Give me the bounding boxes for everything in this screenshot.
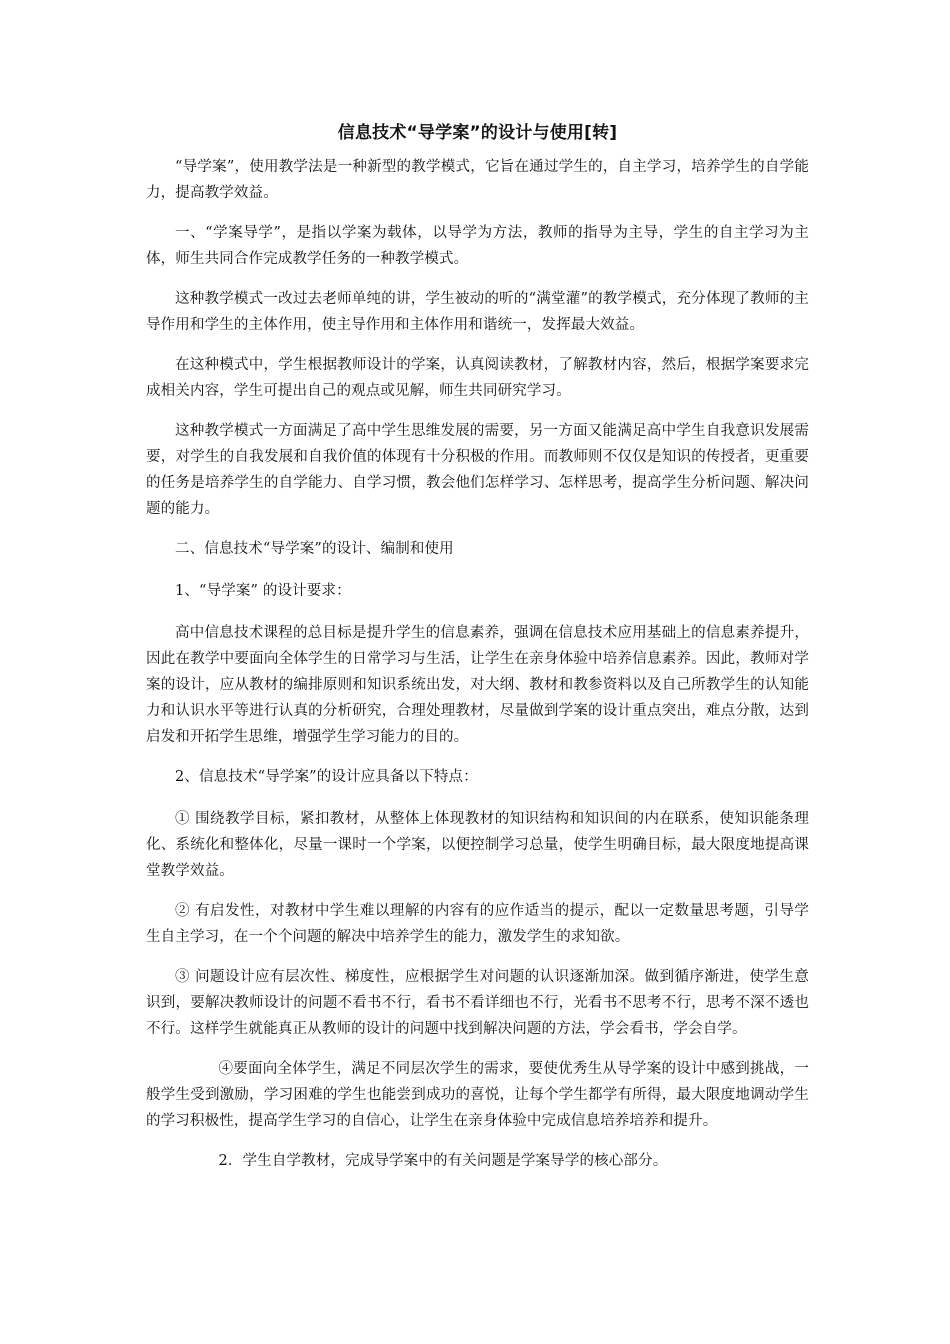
- subheading-design-requirements: 1、“导学案” 的设计要求：: [175, 583, 351, 599]
- feature-item-1: ① 围绕教学目标，紧扣教材，从整体上体现教材的知识结构和知识间的内在联系，使知识能条理化、系统化和整体化，尽量一课时一个学案，以便控制学习总量，使学生明确目标，最大限度地提高课堂教学效益。: [146, 811, 809, 879]
- paragraph-model-description: 这种教学模式一改过去老师单纯的讲，学生被动的听的“满堂灌”的教学模式，充分体现了教师的主导作用和学生的主体作用，使主导作用和主体作用和谐统一，发挥最大效益。: [146, 291, 809, 333]
- paragraph-section-one: 一、“学案导学”，是指以学案为载体，以导学为方法，教师的指导为主导，学生的自主学习为主体，师生共同合作完成教学任务的一种教学模式。: [146, 225, 809, 267]
- document-title: 信息技术“导学案”的设计与使用[转]: [337, 123, 618, 143]
- feature-item-3: ③ 问题设计应有层次性、梯度性，应根据学生对问题的认识逐渐加深。做到循序渐进，使学生意识到，要解决教师设计的问题不看书不行，看书不看详细也不行，光看书不思考不行，思考不深不透也不行。这样学生就能真正从教师的设计的问题中找到解决问题的方法，学会看书，学会自学。: [146, 969, 809, 1037]
- paragraph-intro: “导学案”，使用教学法是一种新型的教学模式，它旨在通过学生的，自主学习，培养学生的自学能力，提高教学效益。: [146, 159, 809, 201]
- document-content: [146, 118, 809, 1188]
- feature-item-2: ② 有启发性，对教材中学生难以理解的内容有的应作适当的提示，配以一定数量思考题，引导学生自主学习，在一个个问题的解决中培养学生的能力，激发学生的求知欲。: [146, 903, 809, 945]
- section-heading-two: 二、信息技术“导学案”的设计、编制和使用: [175, 541, 454, 557]
- feature-item-4: ④要面向全体学生，满足不同层次学生的需求，要使优秀生从导学案的设计中感到挑战，一般学生受到激励，学习困难的学生也能尝到成功的喜悦，让每个学生都学有所得，最大限度地调动学生的学习积极性，提高学生学习的自信心，让学生在亲身体验中完成信息培养培养和提升。: [146, 1061, 809, 1129]
- subheading-design-features: 2、信息技术“导学案”的设计应具备以下特点：: [175, 769, 478, 785]
- paragraph-self-study: 2．学生自学教材，完成导学案中的有关问题是学案导学的核心部分。: [218, 1153, 668, 1169]
- paragraph-course-goals: 高中信息技术课程的总目标是提升学生的信息素养，强调在信息技术应用基础上的信息素养提升，因此在教学中要面向全体学生的日常学习与生活，让学生在亲身体验中培养信息素养。因此，教师对学案的设计，应从教材的编排原则和知识系统出发，对大纲、教材和教参资料以及自己所教学生的认知能力和认识水平等进行认真的分析研究，合理处理教材，尽量做到学案的设计重点突出，难点分散，达到启发和开拓学生思维，增强学生学习能力的目的。: [146, 625, 809, 745]
- paragraph-student-process: 在这种模式中，学生根据教师设计的学案，认真阅读教材，了解教材内容，然后，根据学案要求完成相关内容，学生可提出自己的观点或见解，师生共同研究学习。: [146, 357, 809, 399]
- paragraph-model-benefits: 这种教学模式一方面满足了高中学生思维发展的需要，另一方面又能满足高中学生自我意识发展需要，对学生的自我发展和自我价值的体现有十分积极的作用。而教师则不仅仅是知识的传授者，更重要的任务是培养学生的自学能力、自学习惯，教会他们怎样学习、怎样思考，提高学生分析问题、解决问题的能力。: [146, 423, 809, 517]
